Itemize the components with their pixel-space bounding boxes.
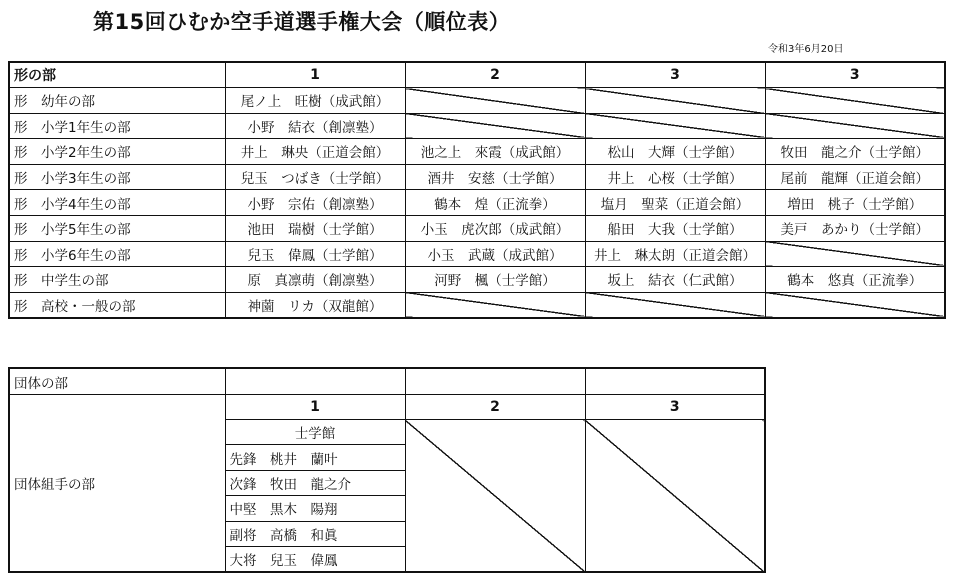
place-3: 松山 大輝（士学館）: [585, 139, 765, 165]
place-3b: 牧田 龍之介（士学館）: [765, 139, 945, 165]
kata-row: [9, 164, 945, 190]
category-label: 形 小学4年生の部: [9, 190, 225, 216]
place-3: 井上 琳太朗（正道会館）: [585, 241, 765, 267]
blank-cell: [405, 368, 585, 395]
category-label: 形 小学2年生の部: [9, 139, 225, 165]
team-header-row: [9, 395, 765, 420]
place-2-empty: [405, 420, 585, 573]
kata-row: [9, 88, 945, 114]
rank-header-3b: 3: [765, 62, 945, 88]
category-label: 形 小学6年生の部: [9, 241, 225, 267]
kata-row: [9, 113, 945, 139]
place-1: 尾ノ上 旺樹（成武館）: [225, 88, 405, 114]
place-3b: 鶴本 悠真（正流拳）: [765, 267, 945, 293]
rank-header-2: 2: [405, 395, 585, 420]
place-3-empty: [585, 292, 765, 318]
place-2: 小玉 虎次郎（成武館）: [405, 215, 585, 241]
kata-row: [9, 241, 945, 267]
place-3b: 美戸 あかり（士学館）: [765, 215, 945, 241]
page-title: 第15回ひむか空手道選手権大会（順位表）: [93, 10, 511, 34]
place-3: 坂上 結衣（仁武館）: [585, 267, 765, 293]
place-3-empty: [585, 420, 765, 573]
rank-header-3: 3: [585, 395, 765, 420]
place-3: 井上 心桜（士学館）: [585, 164, 765, 190]
rank-header-1: 1: [225, 62, 405, 88]
place-1: 神薗 リカ（双龍館）: [225, 292, 405, 318]
team-member: 大将 兒玉 偉鳳: [225, 546, 405, 572]
place-1: 井上 琳央（正道会館）: [225, 139, 405, 165]
team-results-table: [8, 367, 766, 573]
kata-header-row: [9, 62, 945, 88]
rank-header-2: 2: [405, 62, 585, 88]
place-2: 池之上 來霞（成武館）: [405, 139, 585, 165]
kata-row: [9, 190, 945, 216]
team-section-row: [9, 368, 765, 395]
place-2-empty: [405, 292, 585, 318]
place-1: 原 真凛萌（創凛塾）: [225, 267, 405, 293]
team-name: 士学館: [225, 420, 405, 445]
place-3b-empty: [765, 241, 945, 267]
category-label: 形 小学5年生の部: [9, 215, 225, 241]
kata-section-label: 形の部: [9, 62, 225, 88]
place-3-empty: [585, 113, 765, 139]
place-3b: 尾前 龍輝（正道会館）: [765, 164, 945, 190]
category-label: 形 高校・一般の部: [9, 292, 225, 318]
team-member: 中堅 黒木 陽翔: [225, 496, 405, 521]
place-3-empty: [585, 88, 765, 114]
team-section-label: 団体の部: [9, 368, 225, 395]
rank-header-1: 1: [225, 395, 405, 420]
category-label: 形 小学3年生の部: [9, 164, 225, 190]
place-1: 小野 結衣（創凛塾）: [225, 113, 405, 139]
category-label: 形 中学生の部: [9, 267, 225, 293]
team-member: 次鋒 牧田 龍之介: [225, 470, 405, 495]
category-label: 形 幼年の部: [9, 88, 225, 114]
place-2: 酒井 安慈（士学館）: [405, 164, 585, 190]
blank-cell: [225, 368, 405, 395]
place-1: 兒玉 つばき（士学館）: [225, 164, 405, 190]
rank-header-3: 3: [585, 62, 765, 88]
kata-row: [9, 267, 945, 293]
category-label: 形 小学1年生の部: [9, 113, 225, 139]
place-1: 池田 瑞樹（士学館）: [225, 215, 405, 241]
place-3: 船田 大我（士学館）: [585, 215, 765, 241]
place-3: 塩月 聖菜（正道会館）: [585, 190, 765, 216]
place-2: 河野 楓（士学館）: [405, 267, 585, 293]
kata-results-table: [8, 61, 946, 319]
team-category-label: 団体組手の部: [9, 395, 225, 573]
place-2: 鶴本 煌（正流拳）: [405, 190, 585, 216]
place-1: 兒玉 偉鳳（士学館）: [225, 241, 405, 267]
place-2-empty: [405, 88, 585, 114]
place-3b-empty: [765, 88, 945, 114]
blank-cell: [585, 368, 765, 395]
place-3b-empty: [765, 113, 945, 139]
place-2-empty: [405, 113, 585, 139]
place-3b: 増田 桃子（士学館）: [765, 190, 945, 216]
kata-row: [9, 215, 945, 241]
place-1: 小野 宗佑（創凛塾）: [225, 190, 405, 216]
event-date: 令和3年6月20日: [768, 44, 844, 55]
kata-row: [9, 292, 945, 318]
team-member: 先鋒 桃井 蘭叶: [225, 445, 405, 470]
team-member: 副将 高橋 和眞: [225, 521, 405, 546]
place-2: 小玉 武蔵（成武館）: [405, 241, 585, 267]
kata-row: [9, 139, 945, 165]
place-3b-empty: [765, 292, 945, 318]
